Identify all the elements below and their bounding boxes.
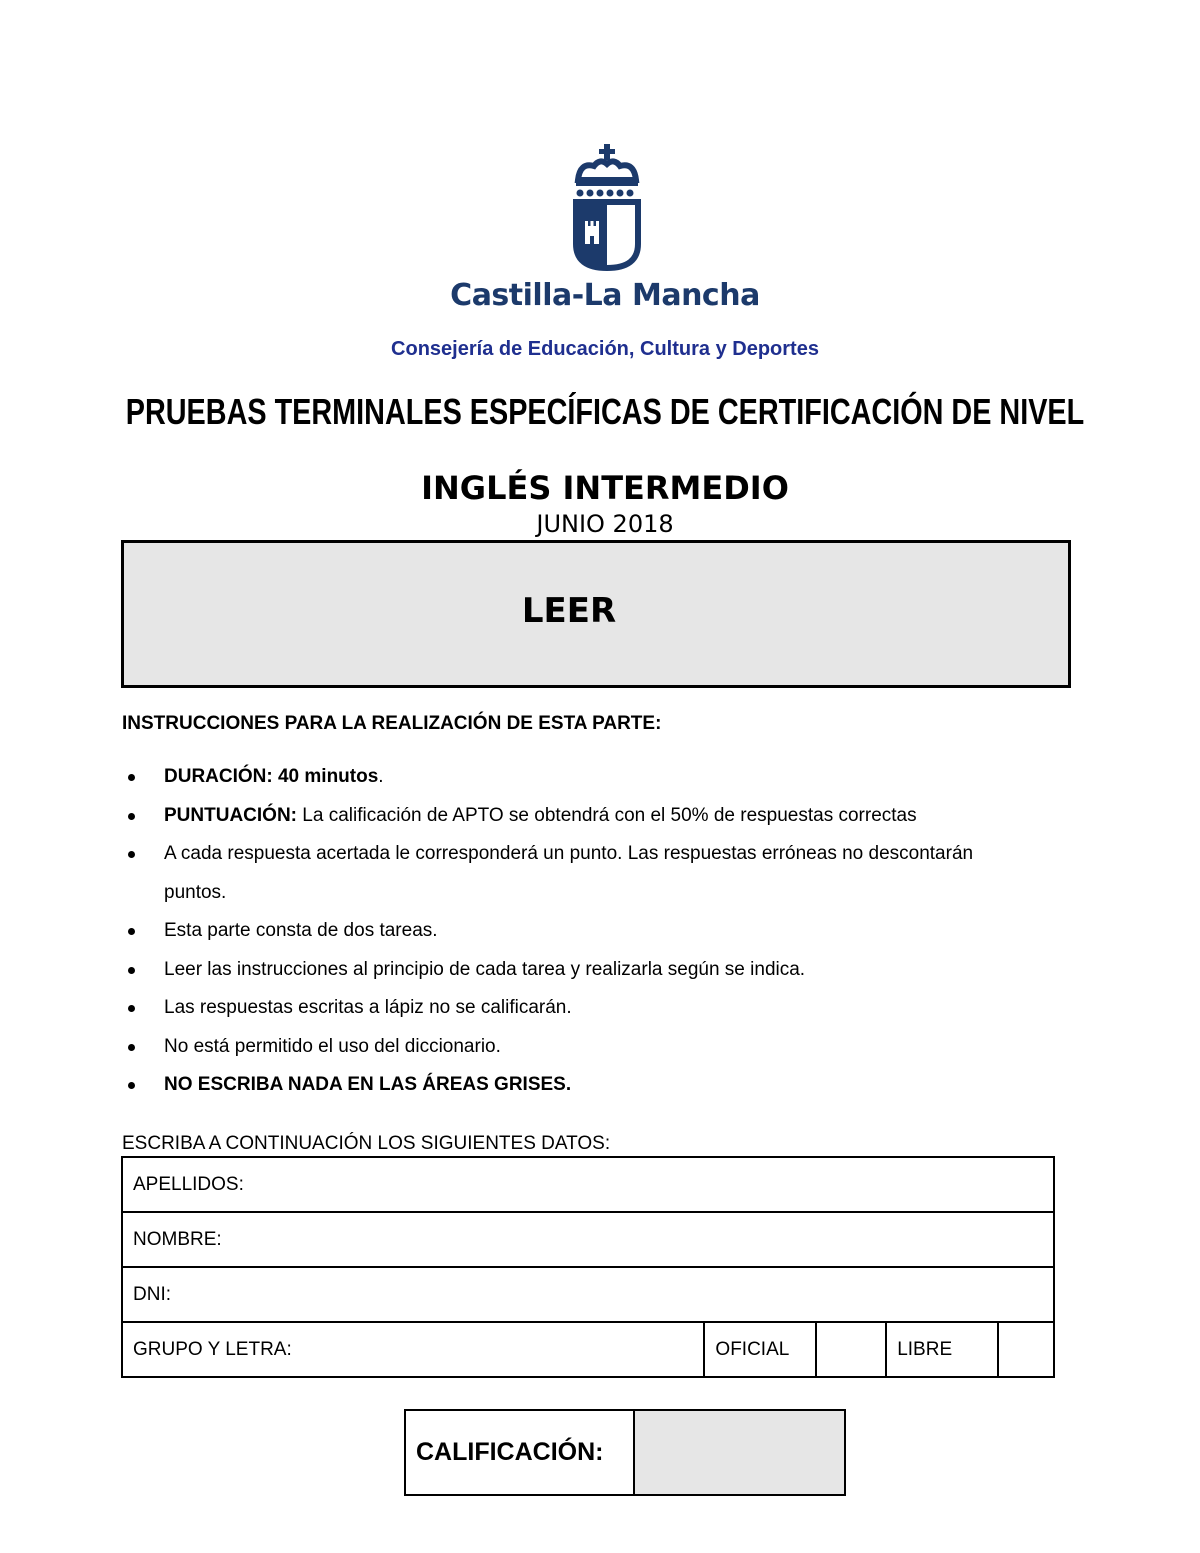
instructions-heading: INSTRUCCIONES PARA LA REALIZACIÓN DE ESTA PARTE:: [122, 713, 662, 734]
bullet-icon: [128, 1082, 135, 1089]
instruction-item: DURACIÓN: 40 minutos.: [126, 758, 1106, 797]
bullet-icon: [128, 1005, 135, 1012]
name-row: [122, 1212, 1054, 1267]
bullet-icon: [128, 1044, 135, 1051]
brand-name: Castilla-La Mancha: [450, 278, 760, 313]
surname-label: APELLIDOS:: [133, 1173, 244, 1195]
instruction-item: Leer las instrucciones al principio de cada tarea y realizarla según se indica.: [126, 951, 1106, 990]
free-label: LIBRE: [897, 1338, 953, 1360]
instruction-item: Esta parte consta de dos tareas.: [126, 912, 1106, 951]
bullet-icon: [128, 774, 135, 781]
name-field[interactable]: [122, 1212, 1054, 1267]
id-label: DNI:: [133, 1283, 171, 1305]
instruction-item-continuation: puntos.: [164, 881, 227, 903]
department-name: Consejería de Educación, Cultura y Deportes: [391, 338, 819, 360]
group-field[interactable]: [122, 1322, 704, 1377]
instruction-item: A cada respuesta acertada le corresponderá un punto. Las respuestas erróneas no descontarán: [126, 835, 1106, 874]
official-label-cell: [704, 1322, 816, 1377]
official-checkbox[interactable]: [816, 1322, 886, 1377]
id-row: [122, 1267, 1054, 1322]
form-heading: ESCRIBA A CONTINUACIÓN LOS SIGUIENTES DATOS:: [122, 1133, 611, 1154]
bullet-icon: [128, 813, 135, 820]
skill-box: [121, 540, 1071, 688]
official-label: OFICIAL: [715, 1338, 790, 1360]
surname-field[interactable]: [122, 1157, 1054, 1212]
exam-date: JUNIO 2018: [536, 510, 674, 538]
instruction-item: No está permitido el uso del diccionario.: [126, 1028, 1106, 1067]
instructions-list: [126, 758, 1106, 1105]
id-field[interactable]: [122, 1267, 1054, 1322]
bullet-icon: [128, 928, 135, 935]
skill-label: LEER: [521, 591, 617, 631]
grade-table: [404, 1409, 846, 1496]
bullet-icon: [128, 967, 135, 974]
group-row: [122, 1322, 1054, 1377]
free-label-cell: [886, 1322, 998, 1377]
instruction-item: PUNTUACIÓN: La calificación de APTO se obtendrá con el 50% de respuestas correctas: [126, 797, 1106, 836]
exam-title: PRUEBAS TERMINALES ESPECÍFICAS DE CERTIFICACIÓN DE NIVEL: [125, 391, 1085, 432]
surname-row: [122, 1157, 1054, 1212]
grade-box: [634, 1410, 845, 1495]
group-label: GRUPO Y LETRA:: [133, 1338, 292, 1360]
free-checkbox[interactable]: [998, 1322, 1054, 1377]
exam-subtitle: INGLÉS INTERMEDIO: [421, 469, 789, 507]
personal-data-table: [121, 1156, 1055, 1378]
bullet-icon: [128, 851, 135, 858]
instruction-item: NO ESCRIBA NADA EN LAS ÁREAS GRISES.: [126, 1066, 1106, 1105]
name-label: NOMBRE:: [133, 1228, 222, 1250]
grade-label: CALIFICACIÓN:: [405, 1410, 634, 1495]
castilla-la-mancha-coat-of-arms-logo: [560, 140, 654, 276]
instruction-item: Las respuestas escritas a lápiz no se calificarán.: [126, 989, 1106, 1028]
